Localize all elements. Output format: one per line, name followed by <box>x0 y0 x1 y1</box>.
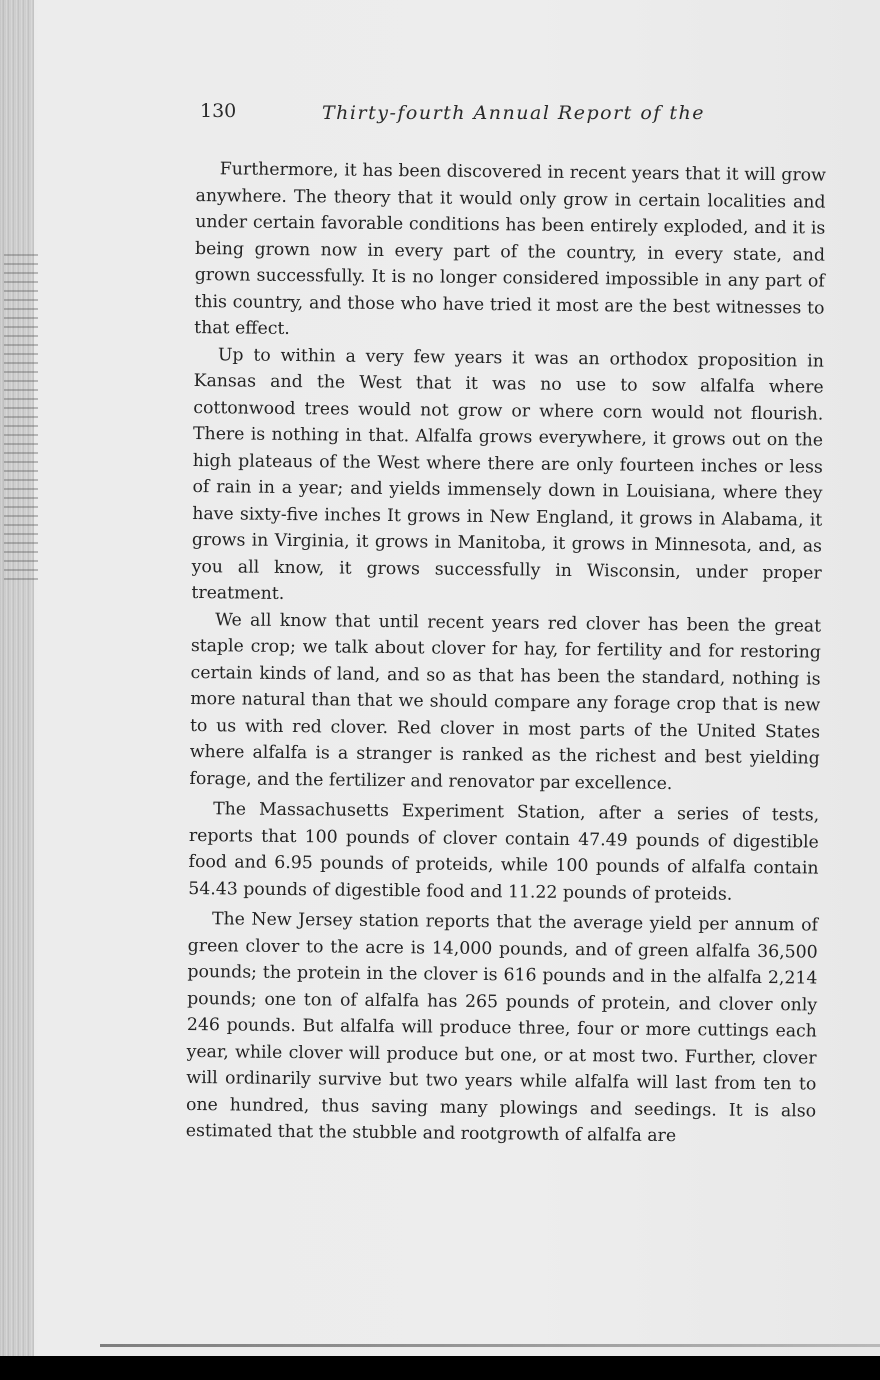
paragraph-1: Furthermore, it has been discovered in recent years that it will grow anywhere. The theory that it would only grow in certain localities and under certain favorable conditions has been entirely exploded, and it is being grown now in every part of the country, in every state, and grown successfully. It is no longer considered impossible in any part of this country, and those who have tried it most are the best witnesses to that effect. <box>194 159 826 339</box>
paragraph-3: We all know that until recent years red clover has been the great staple crop; we talk about clover for hay, for fertility and for restoring certain kinds of land, and so as that has been the standard, nothing is more natural than that we should compare any forage crop that is new to us with red clover. Red clover in most parts of the United States where alfalfa is a stranger is ranked as the richest and best yielding forage, and the fertilizer and renovator par excellence. <box>189 609 822 794</box>
running-title: Thirty-fourth Annual Report of the <box>322 102 705 124</box>
binding-shadow <box>4 250 38 580</box>
body-text <box>186 156 826 1151</box>
page-number: 130 <box>200 100 237 122</box>
page-header <box>200 100 800 134</box>
book-binding-edge <box>0 0 34 1356</box>
paragraph-2: Up to within a very few years it was an orthodox proposition in Kansas and the West that it was no use to sow alfalfa where cottonwood trees would not grow or where corn would not flourish. There is nothing in that. Alfalfa grows everywhere, it grows out on the high plateaus of the West where there are only fourteen inches or less of rain in a year; and yields immensely down in Louisiana, where they have sixty-five inches It grows in New England, it grows in Alabama, it grows in Virginia, it grows in Manitoba, it grows in Minnesota, and, as you all know, it grows successfully in Wisconsin, under proper treatment. <box>191 344 824 604</box>
paragraph-5: The New Jersey station reports that the average yield per annum of green clover to the acre is 14,000 pounds, and of green alfalfa 36,500 pounds; the protein in the clover is 616 pounds and in the alfalfa 2,214 pounds; one ton of alfalfa has 265 pounds of protein, and clover only 246 pounds. But alfalfa will produce three, four or more cuttings each year, while clover will produce but one, or at most two. Further, clover will ordinarily survive but two years while alfalfa will last from ten to one hundred, thus saving many plowings and seedings. It is also estimated that the stubble and rootgrowth of alfalfa are <box>185 909 819 1147</box>
paragraph-4: The Massachusetts Experiment Station, after a series of tests, reports that 100 pounds of clover contain 47.49 pounds of digestible food and 6.95 pounds of proteids, while 100 pounds of alfalfa contain 54.43 pounds of digestible food and 11.22 pounds of proteids. <box>188 799 820 905</box>
bottom-edge-rule <box>100 1344 880 1347</box>
